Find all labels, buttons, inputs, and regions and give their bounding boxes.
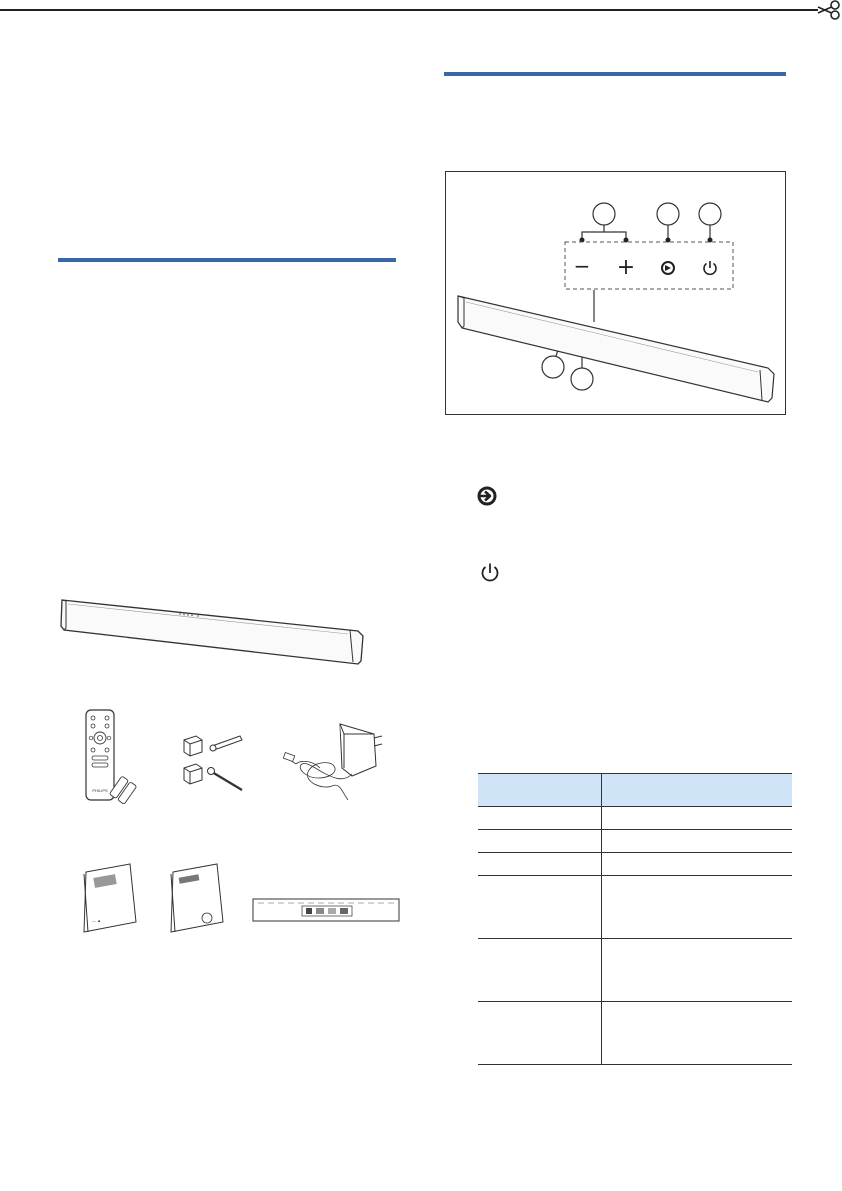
- volume-down-symbol: −: [573, 254, 591, 278]
- source-icon: [476, 485, 498, 507]
- table-header-cell: [478, 774, 602, 807]
- table-cell: [478, 807, 602, 830]
- wall-mount-template-illustration: [252, 898, 400, 922]
- controls-diagram: [446, 172, 785, 414]
- table-row: [478, 876, 792, 939]
- power-adapter-illustration: [282, 716, 384, 804]
- table-row: [478, 939, 792, 1002]
- quick-start-guide-illustration: [165, 862, 227, 934]
- table-header-cell: [602, 774, 793, 807]
- table-cell: [602, 830, 793, 853]
- table-cell: [478, 853, 602, 876]
- table-cell: [602, 1002, 793, 1065]
- table-cell: [602, 807, 793, 830]
- soundbar-illustration: [58, 596, 370, 666]
- spec-table-container: [478, 773, 792, 1065]
- table-cell: [602, 853, 793, 876]
- table-row: [478, 1002, 792, 1065]
- table-cell: [478, 830, 602, 853]
- volume-up-symbol: +: [616, 255, 636, 280]
- section-rule-right: [444, 72, 786, 76]
- table-row: [478, 807, 792, 830]
- scissors-icon: [816, 0, 842, 20]
- spec-table: [478, 773, 792, 1065]
- source-button-icon: [662, 262, 674, 274]
- wall-mount-kit-illustration: [180, 732, 252, 794]
- power-button-icon: [704, 261, 716, 274]
- table-header-row: [478, 774, 792, 807]
- remote-control-illustration: [80, 708, 152, 804]
- power-icon: [480, 562, 500, 584]
- remote-brand-label: PHILIPS: [92, 788, 108, 793]
- table-cell: [602, 876, 793, 939]
- table-cell: [602, 939, 793, 1002]
- cut-line: [0, 9, 818, 11]
- user-manual-illustration: [78, 862, 140, 934]
- table-cell: [478, 876, 602, 939]
- table-cell: [478, 1002, 602, 1065]
- table-row: [478, 853, 792, 876]
- table-row: [478, 830, 792, 853]
- section-rule-left: [58, 258, 396, 262]
- table-cell: [478, 939, 602, 1002]
- svg-text:— ▲: — ▲: [92, 918, 102, 923]
